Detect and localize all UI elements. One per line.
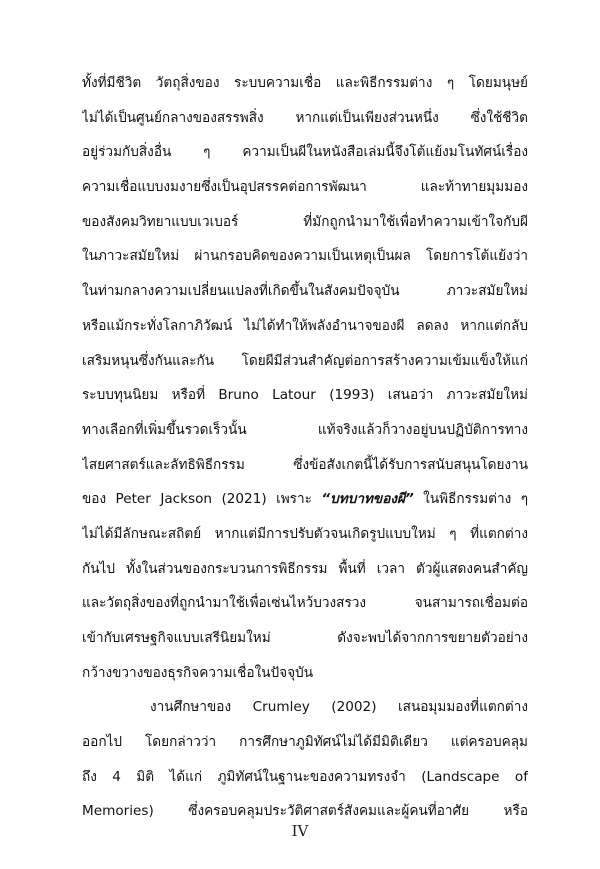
text-line-with-emphasis bbox=[82, 482, 528, 517]
text-line: ออกไป โดยกล่าวว่า การศึกษาภูมิทัศน์ไม่ได้มีมิติเดียว แต่ครอบคลุม bbox=[82, 734, 528, 751]
text-line: ไม่ได้เป็นศูนย์กลางของสรรพสิ่ง หากแต่เป็นเพียงส่วนหนึ่ง ซึ่งใช้ชีวิต bbox=[82, 109, 528, 126]
text-line: เสริมหนุนซึ่งกันและกัน โดยผีมีส่วนสำคัญต่อการสร้างความเข้มแข็งให้แก่ bbox=[82, 352, 528, 369]
text-line: ไสยศาสตร์และลัทธิพิธีกรรม ซึ่งข้อสังเกตนี้ได้รับการสนับสนุนโดยงาน bbox=[82, 456, 528, 473]
text-line: Memories) ซึ่งครอบคลุมประวัติศาสตร์สังคมและผู้คนที่อาศัย หรือ bbox=[82, 803, 528, 820]
text-line: ทางเลือกที่เพิ่มขึ้นรวดเร็วนั้น แท้จริงแล้วก็วางอยู่บนปฏิบัติการทาง bbox=[82, 421, 528, 438]
body-text bbox=[82, 66, 528, 829]
text-line: งานศึกษาของ Crumley (2002) เสนอมุมมองที่แตกต่าง bbox=[150, 699, 528, 716]
text-line: อยู่ร่วมกับสิ่งอื่น ๆ ความเป็นผีในหนังสือเล่มนี้จึงโต้แย้งมโนทัศน์เรื่อง bbox=[82, 144, 528, 161]
text-line: ถึง 4 มิติ ได้แก่ ภูมิทัศน์ในฐานะของความทรงจำ (Landscape of bbox=[82, 768, 528, 785]
emphasized-phrase: “บทบาทของผี” bbox=[321, 491, 414, 508]
text-line: ระบบทุนนิยม หรือที่ Bruno Latour (1993) เสนอว่า ภาวะสมัยใหม่ bbox=[82, 387, 528, 404]
text-line: ในท่ามกลางความเปลี่ยนแปลงที่เกิดขึ้นในสังคมปัจจุบัน ภาวะสมัยใหม่ bbox=[82, 283, 528, 300]
text-segment: ในพิธีกรรมต่าง ๆ bbox=[413, 491, 528, 508]
text-line: กันไป ทั้งในส่วนของกระบวนการพิธีกรรม พื้นที่ เวลา ตัวผู้แสดงคนสำคัญ bbox=[82, 560, 528, 577]
text-line: ความเชื่อแบบงมงายซึ่งเป็นอุปสรรคต่อการพัฒนา และท้าทายมุมมอง bbox=[82, 179, 528, 196]
text-line: ในภาวะสมัยใหม่ ผ่านกรอบคิดของความเป็นเหตุเป็นผล โดยการโต้แย้งว่า bbox=[82, 248, 528, 265]
text-line: และวัตถุสิ่งของที่ถูกนำมาใช้เพื่อเซ่นไหว้บวงสรวง จนสามารถเชื่อมต่อ bbox=[82, 595, 528, 612]
text-line: หรือแม้กระทั่งโลกาภิวัฒน์ ไม่ได้ทำให้พลังอำนาจของผี ลดลง หากแต่กลับ bbox=[82, 317, 528, 334]
text-line: เข้ากับเศรษฐกิจแบบเสรีนิยมใหม่ ดังจะพบได้จากการขยายตัวอย่าง bbox=[82, 630, 528, 646]
text-line: ไม่ได้มีลักษณะสถิตย์ หากแต่มีการปรับตัวจนเกิดรูปแบบใหม่ ๆ ที่แตกต่าง bbox=[82, 525, 528, 542]
text-line: ทั้งที่มีชีวิต วัตถุสิ่งของ ระบบความเชื่อ และพิธีกรรมต่าง ๆ โดยมนุษย์ bbox=[82, 75, 528, 91]
text-line: กว้างขวางของธุรกิจความเชื่อในปัจจุบัน bbox=[82, 664, 313, 681]
page-number: IV bbox=[291, 822, 309, 840]
text-segment: ของ Peter Jackson (2021) เพราะ bbox=[82, 491, 322, 508]
text-line: ของสังคมวิทยาแบบเวเบอร์ ที่มักถูกนำมาใช้เพื่อทำความเข้าใจกับผี bbox=[82, 213, 528, 230]
